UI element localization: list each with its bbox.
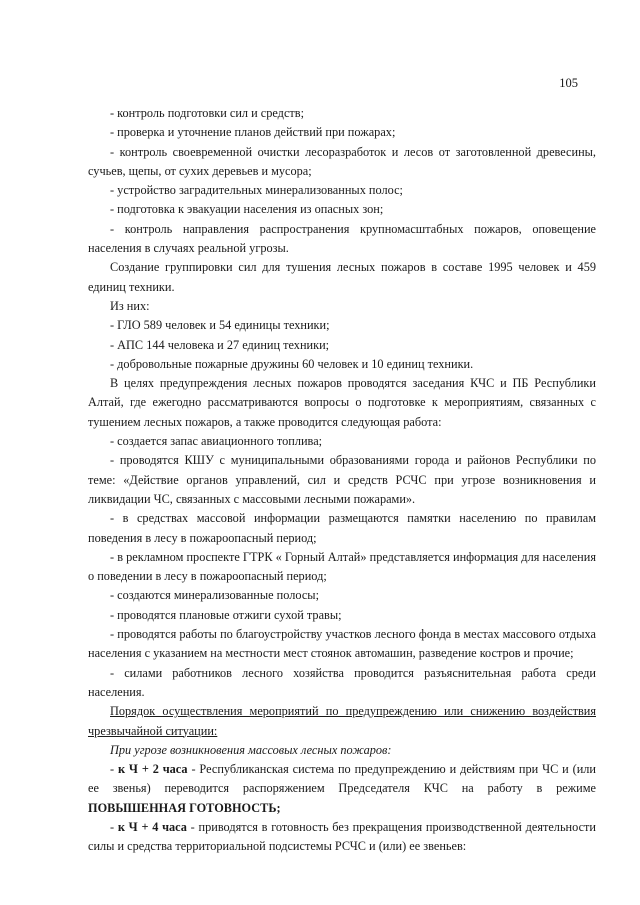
item-text: - приводятся в готовность без прекращения производственной деятельности силы и средства территориальной подсистемы РСЧС и (или) ее звеньев: [88,819,597,854]
paragraph: - подготовка к эвакуации населения из опасных зон; [110,202,384,217]
paragraph: - силами работников лесного хозяйства проводится разъяснительная работа среди населения. [88,665,596,699]
paragraph: - создаются минерализованные полосы; [110,588,319,603]
time-label: к Ч + 4 часа [117,819,187,834]
paragraph: - добровольные пожарные дружины 60 человек и 10 единиц техники. [110,356,474,371]
page-number: 105 [559,76,578,90]
threat-heading: При угрозе возникновения массовых лесных пожаров: [110,742,392,757]
paragraph: - в рекламном проспекте ГТРК « Горный Алтай» представляется информация для населения о поведении в лесу в пожароопасный период; [88,549,596,584]
paragraph: Создание группировки сил для тушения лесных пожаров в составе 1995 человек и 459 единиц техники. [88,260,596,294]
section-heading: Порядок осуществления мероприятий по предупреждению или снижению воздействия чрезвычайной ситуации: [88,704,596,738]
paragraph: - проверка и уточнение планов действий при пожарах; [110,125,396,140]
measure-item-1 [88,760,596,818]
document-body [88,104,596,857]
paragraph: - создается запас авиационного топлива; [110,434,323,449]
paragraph: - контроль направления распространения крупномасштабных пожаров, оповещение населения в случаях реальной угрозы. [88,221,596,256]
paragraph: Из них: [110,298,150,313]
paragraph: - контроль своевременной очистки лесоразработок и лесов от заготовленной древесины, сучьев, щепы, от сухих деревьев и мусора; [88,144,596,178]
item-prefix: - [110,762,118,777]
measure-item-2 [88,818,596,857]
paragraph: - ГЛО 589 человек и 54 единицы техники; [110,318,330,333]
paragraph: В целях предупреждения лесных пожаров проводятся заседания КЧС и ПБ Республики Алтай, где ежегодно рассматриваются вопросы о подготовке к мероприятиям, связанных с тушением лесных пожаров, а также проводится следующая работа: [88,376,596,429]
paragraph: - проводятся работы по благоустройству участков лесного фонда в местах массового отдыха населения с указанием на местности мест стоянок автомашин, разведение костров и прочие; [88,627,596,661]
paragraph: - проводятся КШУ с муниципальными образованиями города и районов Республики по теме: «Действие органов управлений, сил и средств РСЧС при угрозе возникновения и ликвидации ЧС, связанных с массовыми лесными пожарами». [88,453,596,506]
readiness-mode: ПОВЫШЕННАЯ ГОТОВНОСТЬ; [88,800,281,815]
paragraph: - в средствах массовой информации размещаются памятки населению по правилам поведения в лесу в пожароопасный период; [88,511,596,545]
paragraph: - устройство заградительных минерализованных полос; [110,183,403,198]
item-text: - Республиканская система по предупреждению и действиям при ЧС и (или ее звенья) переводится распоряжением Председателя КЧС на работу в режиме [88,762,596,796]
item-prefix: - [110,819,118,834]
paragraph: - контроль подготовки сил и средств; [110,106,304,120]
paragraph: - АПС 144 человека и 27 единиц техники; [110,337,330,352]
paragraph: - проводятся плановые отжиги сухой травы; [110,607,342,622]
time-label: к Ч + 2 часа [117,762,188,777]
